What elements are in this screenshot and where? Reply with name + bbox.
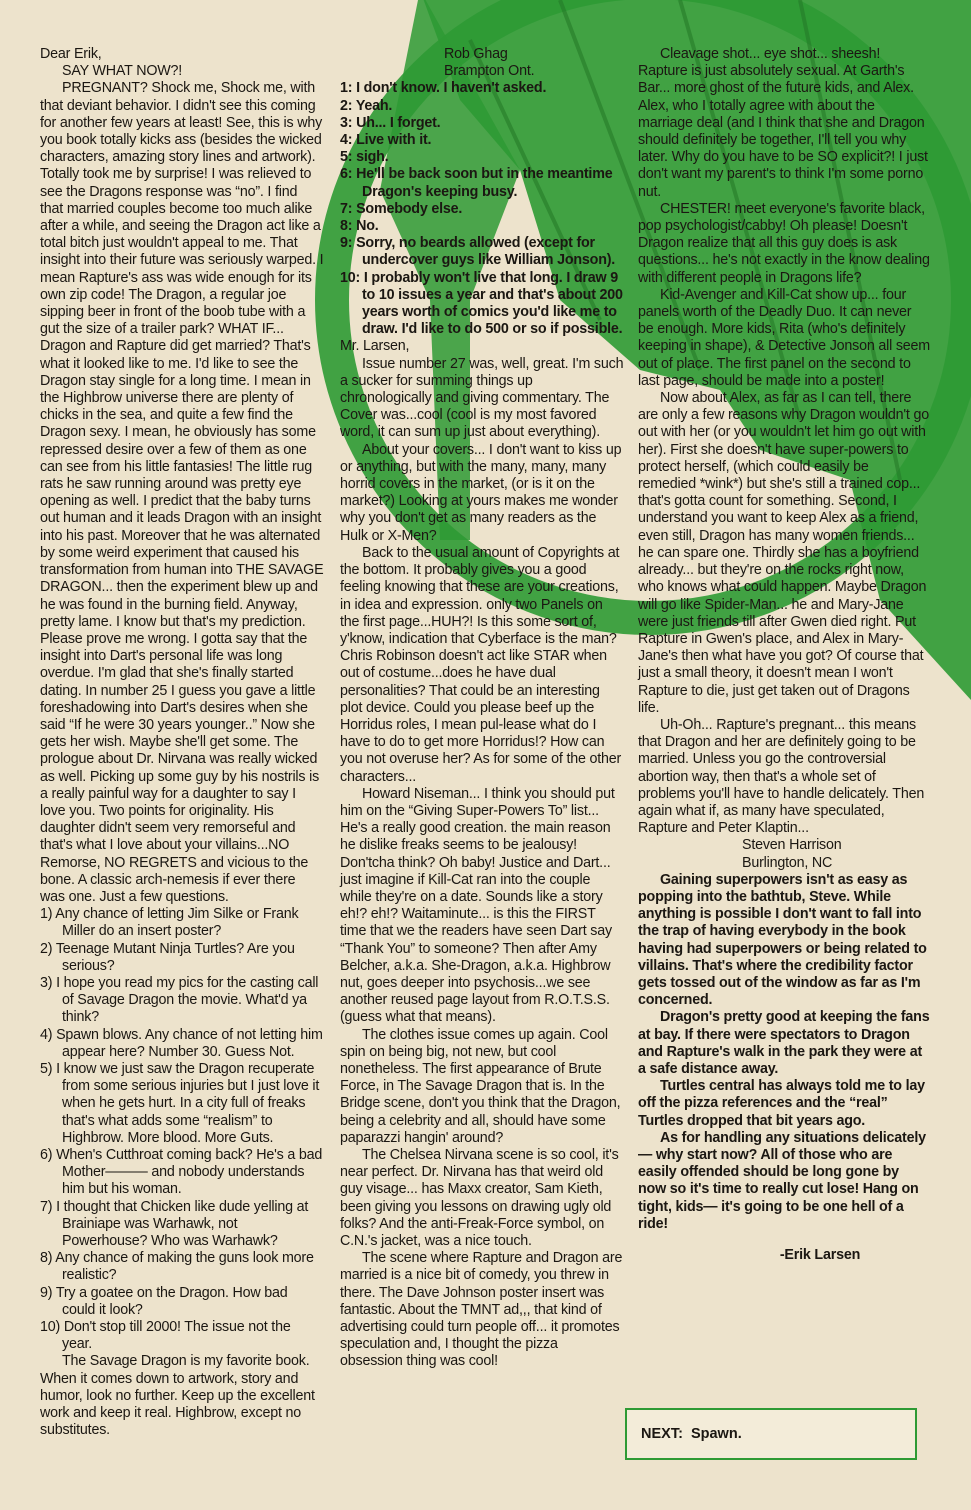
letter2-paragraph: The clothes issue comes up again. Cool spin on being big, not new, but cool nonetheless. The first appearance of Brute Force, in The Savage Dragon that is. In the Bridge scene, don't you think that the Dragon, being a celebrity and all, should have some paparazzi hangin' around? [340, 1026, 621, 1146]
letter2-paragraph: About your covers... I don't want to kiss up or anything, but with the many, many, many horrid covers in the market, (or is it on the market?) Looking at yours makes me wonder why you don't get as many readers as the Hulk or X-Men? [340, 441, 622, 544]
letter2-paragraph: Now about Alex, as far as I can tell, there are only a few reasons why Dragon wouldn't go out with her (or you wouldn't let him go out with her). First she doesn't have super-powers to protect herself, (which could easily be remedied *wink*) but she's still a trained cop... that's gotta count for something. Second, I understand you want to keep Alex as a friend, even still, Dragon has many women friends... he can spare one. Thirdly she has a boyfriend already... but they're on the rocks right now, who knows what could happen. Maybe Dragon will go like Spider-Man... he and Mary-Jane were just friends till after Gwen died right. Put Rapture in Gwen's place, and Alex in Mary-Jane's then what have you got? Of course that just a small theory, it doesn't mean I won't Rapture to die, just get taken out of Dragons life. [638, 390, 929, 716]
letter1-signature-place: Brampton Ont. [444, 63, 535, 80]
letter2-paragraph: CHESTER! meet everyone's favorite black, pop psychologist/cabby! Oh please! Doesn't Dragon realize that all this guy does is ask questions... he's not exactly in the know dealing with different people in Dragons life? [638, 200, 930, 286]
letter1-salutation: Dear Erik, [40, 46, 102, 62]
column-middle [340, 46, 624, 1371]
answer-item: 10: I probably won't live that long. I draw 9 to 10 issues a year and that's about 200 years worth of comics you'd like me to draw. I'd like to do 500 or so if possible. [340, 269, 623, 338]
letter2-paragraph: Kid-Avenger and Kill-Cat show up... four panels worth of the Deadly Duo. It can never be enough. More kids, Rita (who's definitely keeping in shape), & Detective Jonson all seem out of place. The first panel on the second to last page, should be made into a poster! [638, 286, 930, 389]
letter1-body: PREGNANT? Shock me, Shock me, with that deviant behavior. I didn't see this coming for another few years at least! See, this is why you book totally kicks ass (besides the wicked characters, amazing story lines and artwork). Totally took me by surprise! I was relieved to see the Dragons response was “no”. I find that married couples become too much alike after a while, and seeing the Dragon act like a total bitch just wouldn't appeal to me. That insight into their future was seriously warped. I mean Rapture's ass was wide enough for its own zip code! The Dragon, a regular joe sipping beer in front of the boob tube with a gut the size of a trailer park? WHAT IF... Dragon and Rapture did get married? That's what it looked like to me. I'd like to see the Dragon stay single for a long time. I mean in the Highbrow universe there are plenty of chicks in the sea, and quite a few find the Dragon sexy. I mean, he obviously has some repressed desire over a few of them as one can see from his little fantasies! The little rug rats he saw running around was pretty eye opening as well. I predict that the baby turns out human and it leads Dragon with an insight into his past. Moreover that he was alternated by some weird experiment that caused his transformation from human into THE SAVAGE DRAGON... then the experiment blew up and he was found in the burning field. Anyway, pretty lame. I know but that's my prediction. Please prove me wrong. I gotta say that the insight into Dart's personal life was long overdue. I'm glad that she's finally started dating. In number 25 I guess you gave a little foreshadowing into Dart's desires when she said “If he were 30 years younger..” Now she gets her wish. Maybe she'll get some. The prologue about Dr. Nirvana was really wicked as well. Picking up some guy by his nostrils is a really painful way for a daughter to say I love you. Two points for originality. His daughter didn't seem very remorseful and that's what I love about your villains...NO Remorse, NO REGRETS and vicious to the bone. A classic arch-nemesis if ever there was one. Just a few questions. [40, 80, 324, 905]
question-item: 8) Any chance of making the guns look more realistic? [40, 1250, 314, 1284]
letter1-exclaim: SAY WHAT NOW?! [62, 63, 183, 80]
answer-item: 9: Sorry, no beards allowed (except for undercover guys like William Jonson). [340, 235, 616, 269]
editor-answers [340, 80, 624, 338]
column-left [40, 46, 324, 1439]
answer-item: 8: No. [340, 218, 379, 235]
next-title: Spawn. [690, 1426, 742, 1442]
letter2-paragraph: The scene where Rapture and Dragon are married is a nice bit of comedy, you threw in there. The Dave Johnson poster insert was fantastic. About the TMNT ad,,, that kind of advertising could turn people off... it promotes speculation and, I thought the pizza obsession thing was cool! [340, 1250, 623, 1370]
letter1-closing: The Savage Dragon is my favorite book. When it comes down to artwork, story and humor, look no further. Keep up the excellent work and keep it real. Highbrow, except no substitutes. [40, 1353, 315, 1439]
question-item: 9) Try a goatee on the Dragon. How bad could it look? [40, 1284, 288, 1318]
next-label: NEXT: [641, 1426, 683, 1442]
editor-signoff: -Erik Larsen [779, 1247, 861, 1264]
question-item: 3) I hope you read my pics for the casting call of Savage Dragon the movie. What'd ya think? [40, 974, 319, 1026]
question-item: 1) Any chance of letting Jim Silke or Frank Miller do an insert poster? [40, 906, 299, 940]
letter2-salutation: Mr. Larsen, [340, 338, 410, 355]
question-item: 7) I thought that Chicken like dude yelling at Brainiape was Warhawk, not Powerhouse? Who was Warhawk? [40, 1198, 309, 1250]
answer-item: 2: Yeah. [340, 97, 393, 114]
answer-item: 6: He'll be back soon but in the meantime Dragon's keeping busy. [340, 166, 613, 200]
letter2-paragraph: Uh-Oh... Rapture's pregnant... this means that Dragon and her are definitely going to be married. Unless you go the controversial abortion way, then that's a whole set of problems you'll have to handle delicately. Then again what if, as many have speculated, Rapture and Peter Klaptin... [638, 716, 925, 837]
letter2-paragraph: Cleavage shot... eye shot... sheesh! Rapture is just absolutely sexual. At Garth's Bar... more ghost of the future kids, and Alex. Alex, who I totally agree with about the marriage deal (and I think that she and Dragon should definitely be together, I'll tell you why later. Why do you have to be SO explicit?! I just don't want my parent's to think I'm some porno nut. [638, 46, 928, 200]
question-item: 10) Don't stop till 2000! The issue not the year. [40, 1319, 291, 1353]
question-item: 6) When's Cutthroat coming back? He's a bad Mother——— and nobody understands him but his woman. [40, 1147, 323, 1198]
question-item: 2) Teenage Mutant Ninja Turtles? Are you serious? [40, 940, 295, 974]
letter1-signature-name: Rob Ghag [444, 46, 508, 62]
answer-item: 3: Uh... I forget. [340, 114, 441, 131]
editor-response: Gaining superpowers isn't as easy as popping into the bathtub, Steve. While anything is possible I don't want to fall into the trap of having everybody in the book having had superpowers or being related to villains. That's where the credibility factor gets tossed out of the window as far as I'm concerned. [638, 871, 927, 1009]
letter2-signature-name: Steven Harrison [742, 837, 842, 854]
answer-item: 4: Live with it. [340, 132, 432, 149]
letter2-signature-place: Burlington, NC [742, 854, 833, 871]
editor-response: As for handling any situations delicately— why start now? All of those who are easily offended should be long gone by now so it's time to really cut lose! Hang on tight, kids— it's going to be one hell of a ride! [638, 1129, 926, 1232]
answer-item: 7: Somebody else. [340, 200, 463, 217]
next-issue-box [625, 1408, 917, 1460]
question-item: 5) I know we just saw the Dragon recuperate from some serious injuries but I just love it when he gets hurt. In a city full of freaks that's what adds some “realism” to Highbrow. More blood. More Guts. [40, 1060, 320, 1146]
letter1-questions [40, 906, 324, 1353]
answer-item: 5: sigh. [340, 149, 389, 166]
letter2-paragraph: Issue number 27 was, well, great. I'm such a sucker for summing things up chronologically and giving commentary. The Cover was...cool (cool is my most favored word, it can sum up just about everything). [340, 355, 624, 441]
editor-response: Turtles central has always told me to lay off the pizza references and the “real” Turtles dropped that bit years ago. [638, 1078, 925, 1129]
letter2-paragraph: Howard Niseman... I think you should put him on the “Giving Super-Powers To” list... He's a really good creation. the main reason he dislike freaks seems to be jealousy! Don'tcha think? Oh baby! Justice and Dart... just imagine if Kill-Cat ran into the couple while they're on a date. Sounds like a story eh!? eh!? Waitaminute... is this the FIRST time that we the readers have seen Dart say “Thank You” to someone? Then after Amy Belcher, a.k.a. She-Dragon, a.k.a. Highbrow nut, goes deeper into psychosis...we see another reused page layout from R.O.T.S.S. (guess what that means). [340, 785, 615, 1026]
question-item: 4) Spawn blows. Any chance of not letting him appear here? Number 30. Guess Not. [40, 1026, 323, 1060]
letter2-paragraph: The Chelsea Nirvana scene is so cool, it's near perfect. Dr. Nirvana has that weird old guy visage... has Maxx creator, Sam Kieth, been giving you lessons on drawing ugly old folks? And the anti-Freak-Force symbol, on C.N.'s jacket, was a nice touch. [340, 1147, 619, 1250]
editor-response: Dragon's pretty good at keeping the fans at bay. If there were spectators to Dragon and Rapture's walk in the park they were at a safe distance away. [638, 1009, 930, 1077]
letter2-paragraph: Back to the usual amount of Copyrights at the bottom. It probably gives you a good feeling knowing that these are your creations, in idea and expression. only two Panels on the first page...HUH?! Is this some sort of, y'know, indication that Cyberface is the man? Chris Robinson doesn't act like STAR when out of costume...does he have dual personalities? That could be an interesting plot device. Could you please beef up the Horridus roles, I mean pul-lease what do I have to do to get more Horridus!? How can you not overuse her? As for some of the other characters... [340, 544, 622, 785]
answer-item: 1: I don't know. I haven't asked. [340, 80, 547, 97]
column-right [638, 46, 930, 1264]
